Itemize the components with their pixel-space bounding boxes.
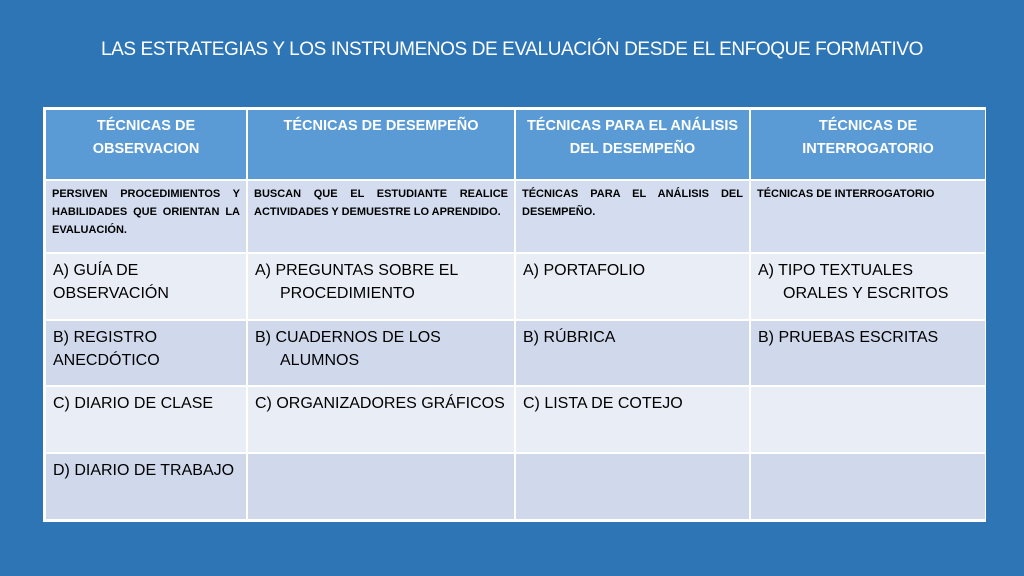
table-cell bbox=[516, 454, 749, 519]
cell-text: B) REGISTRO ANECDÓTICO bbox=[53, 328, 160, 369]
cell-text: A) PREGUNTAS SOBRE EL PROCEDIMIENTO bbox=[255, 261, 458, 302]
table-cell bbox=[516, 321, 749, 386]
evaluation-techniques-table-frame bbox=[43, 107, 986, 522]
header-desempeno: TÉCNICAS DE DESEMPEÑO bbox=[248, 110, 514, 179]
table-cell bbox=[248, 321, 514, 386]
table-cell bbox=[751, 321, 985, 386]
header-row bbox=[46, 110, 985, 179]
table-cell bbox=[751, 387, 985, 452]
description-row bbox=[46, 181, 985, 252]
cell-text: B) PRUEBAS ESCRITAS bbox=[758, 328, 939, 346]
description-interrogatorio: TÉCNICAS DE INTERROGATORIO bbox=[751, 181, 985, 252]
table-cell bbox=[46, 454, 246, 519]
header-interrogatorio: TÉCNICAS DE INTERROGATORIO bbox=[751, 110, 985, 179]
description-observacion: PERSIVEN PROCEDIMIENTOS Y HABILIDADES QUE ORIENTAN LA EVALUACIÓN. bbox=[46, 181, 246, 252]
table-cell bbox=[46, 254, 246, 319]
evaluation-techniques-table bbox=[44, 108, 987, 521]
table-cell bbox=[751, 254, 985, 319]
table-cell bbox=[248, 254, 514, 319]
cell-text: B) CUADERNOS DE LOS ALUMNOS bbox=[255, 328, 441, 369]
table-cell bbox=[751, 454, 985, 519]
cell-text: A) PORTAFOLIO bbox=[523, 261, 646, 279]
table-row bbox=[46, 387, 985, 452]
cell-text: C) DIARIO DE CLASE bbox=[53, 395, 214, 413]
description-analisis-desempeno: TÉCNICAS PARA EL ANÁLISIS DEL DESEMPEÑO. bbox=[516, 181, 749, 252]
cell-text: C) LISTA DE COTEJO bbox=[523, 395, 683, 413]
table-cell bbox=[248, 387, 514, 452]
cell-text: C) ORGANIZADORES GRÁFICOS bbox=[255, 395, 505, 413]
cell-text: B) RÚBRICA bbox=[523, 328, 616, 346]
cell-text: A) TIPO TEXTUALES ORALES Y ESCRITOS bbox=[758, 261, 949, 302]
description-desempeno: BUSCAN QUE EL ESTUDIANTE REALICE ACTIVIDADES Y DEMUESTRE LO APRENDIDO. bbox=[248, 181, 514, 252]
table-cell bbox=[516, 387, 749, 452]
table-cell bbox=[46, 321, 246, 386]
table-row bbox=[46, 454, 985, 519]
slide-title: LAS ESTRATEGIAS Y LOS INSTRUMENOS DE EVALUACIÓN DESDE EL ENFOQUE FORMATIVO bbox=[100, 39, 924, 60]
table-row bbox=[46, 254, 985, 319]
header-analisis-desempeno: TÉCNICAS PARA EL ANÁLISIS DEL DESEMPEÑO bbox=[516, 110, 749, 179]
table-cell bbox=[46, 387, 246, 452]
table-cell bbox=[516, 254, 749, 319]
header-observacion: TÉCNICAS DE OBSERVACION bbox=[46, 110, 246, 179]
cell-text: A) GUÍA DE OBSERVACIÓN bbox=[53, 261, 169, 302]
table-row bbox=[46, 321, 985, 386]
cell-text: D) DIARIO DE TRABAJO bbox=[53, 462, 235, 480]
table-cell bbox=[248, 454, 514, 519]
